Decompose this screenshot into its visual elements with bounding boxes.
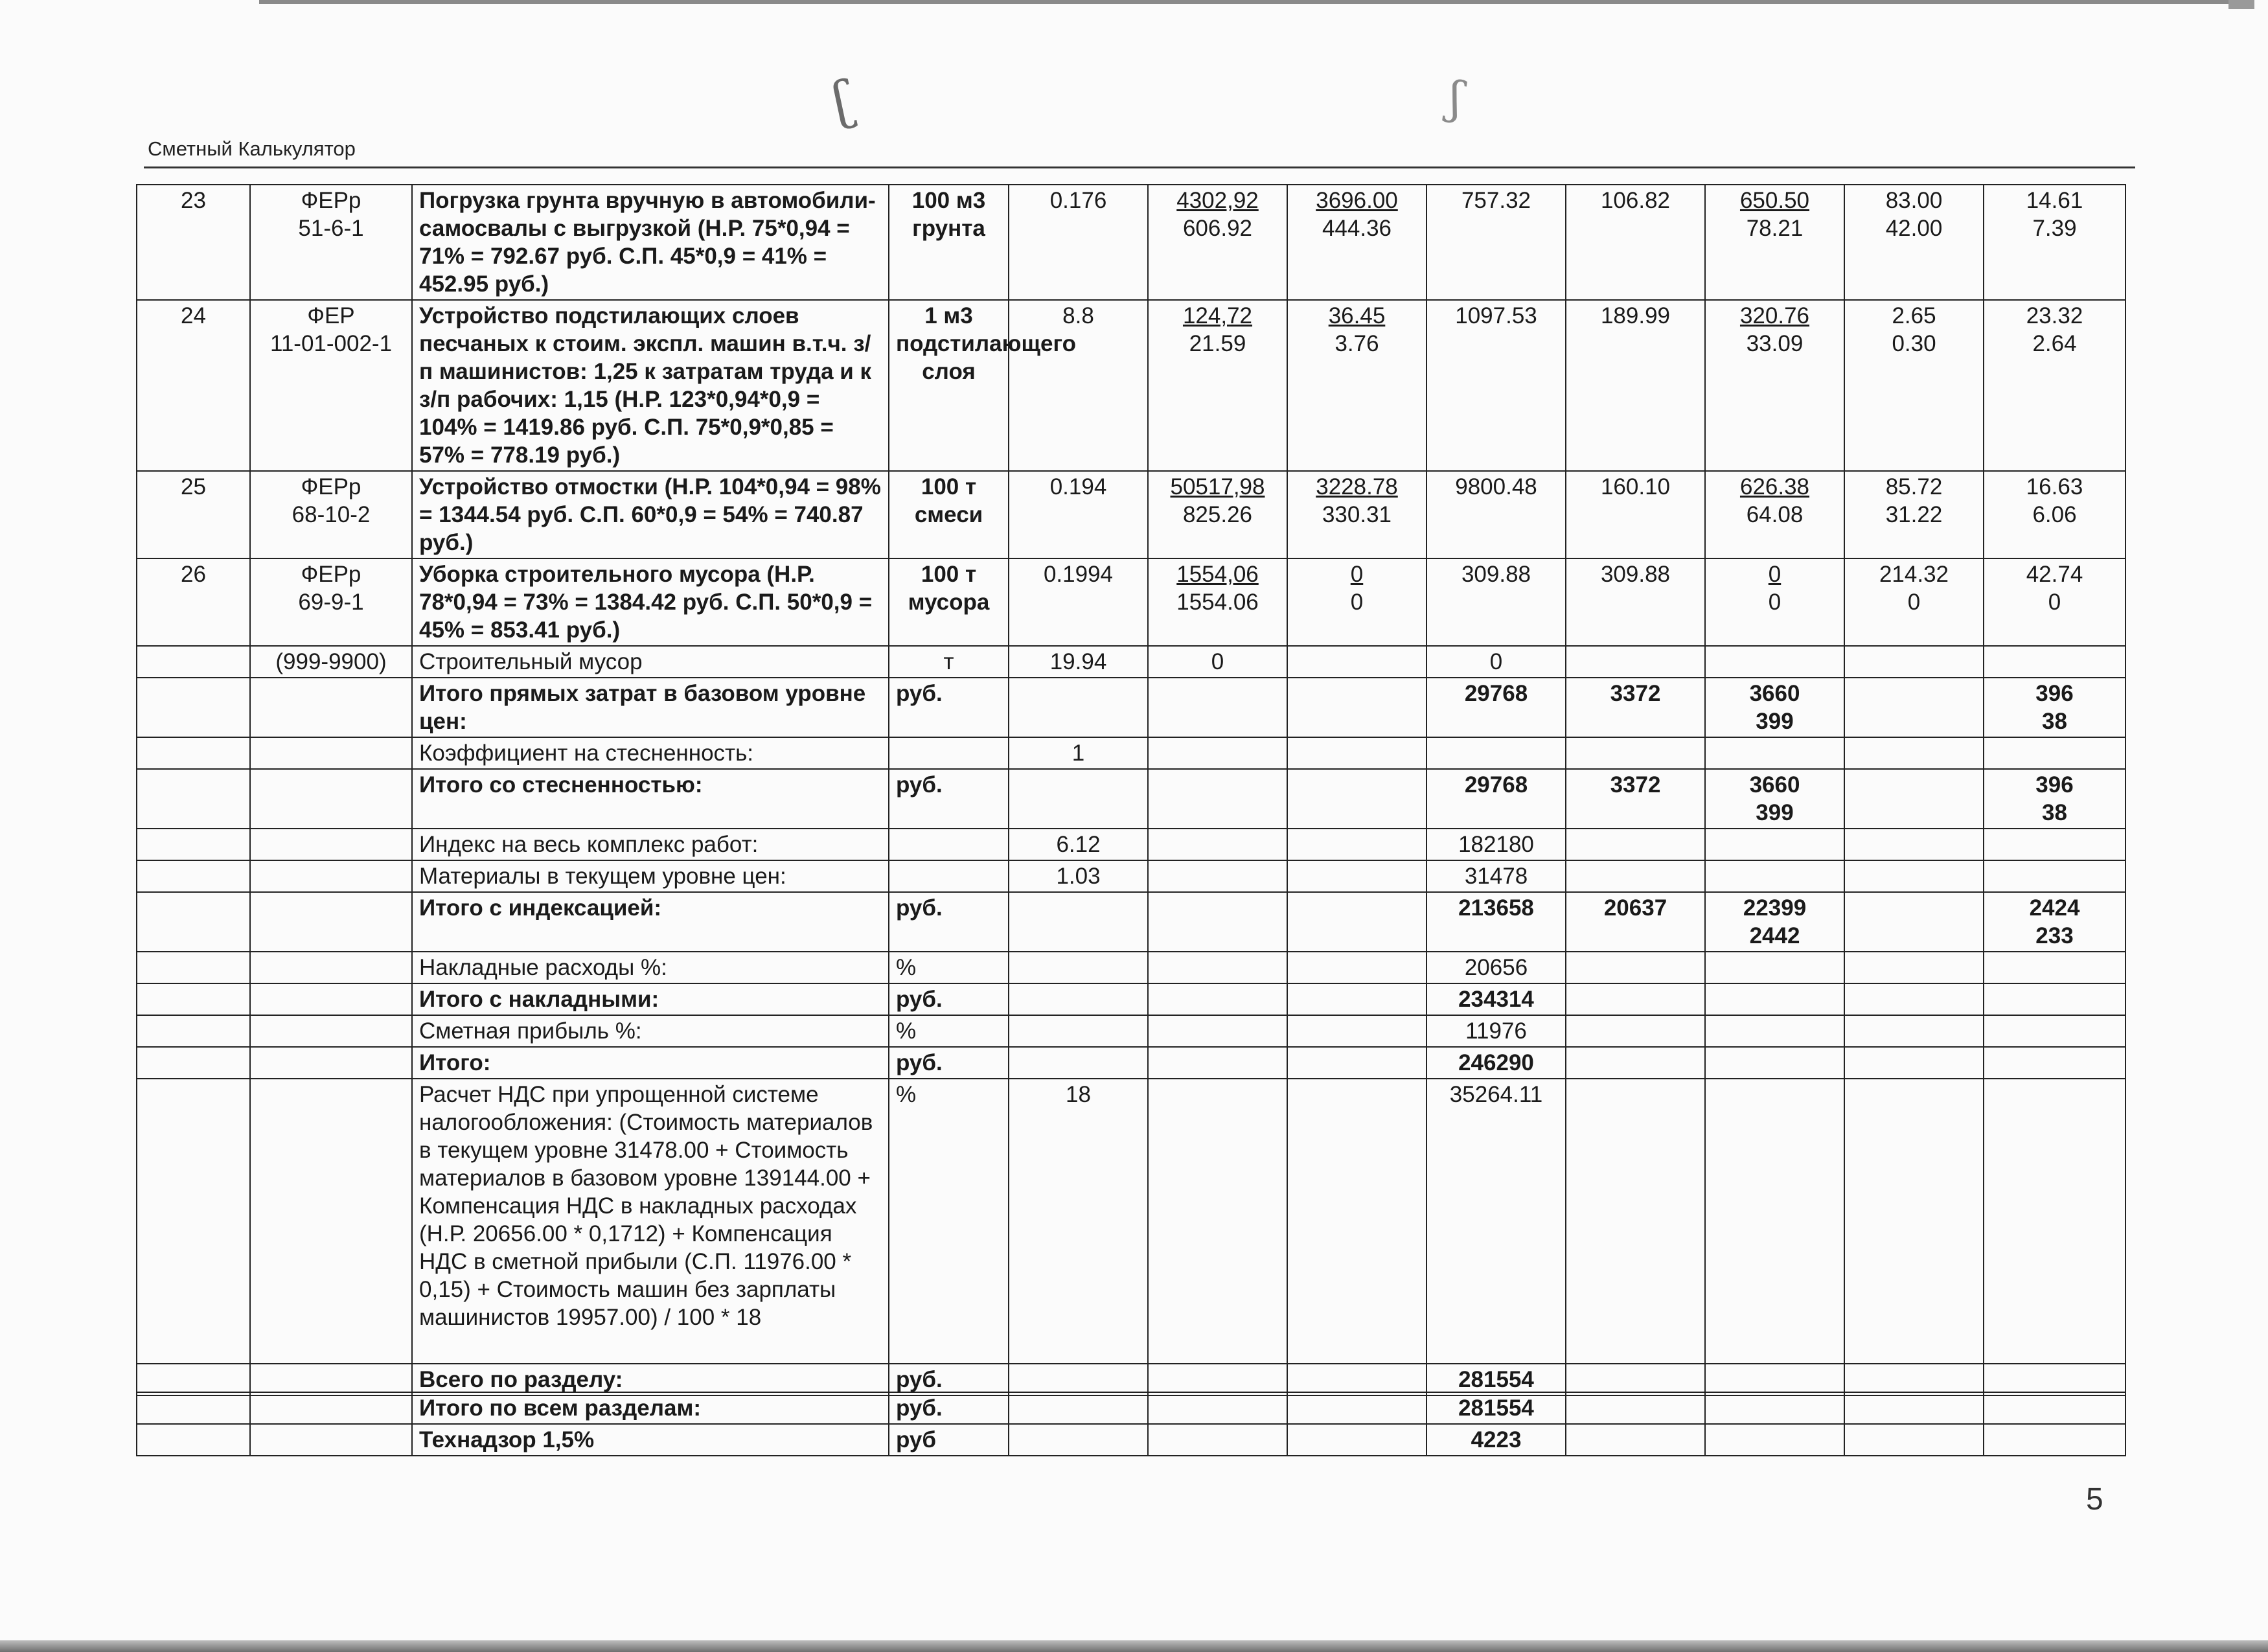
total-cost: 29768 <box>1426 678 1566 737</box>
total-cost: 31478 <box>1426 860 1566 892</box>
summary-row <box>137 860 2125 892</box>
summary-row <box>137 892 2125 952</box>
work-description: Погрузка грунта вручную в автомобили-самосвалы с выгрузкой (Н.Р. 75*0,94 = 71% = 792.67 руб. С.П. 45*0,9 = 41% = 452.95 руб.) <box>412 185 889 300</box>
wages: 3372 <box>1566 678 1705 737</box>
unit: руб. <box>889 1392 1009 1424</box>
table-row <box>137 471 2125 558</box>
quantity: 1 <box>1009 737 1148 769</box>
machines: 22399 2442 <box>1705 892 1844 952</box>
labor-total: 396 38 <box>1984 678 2125 737</box>
unit: % <box>889 952 1009 983</box>
material-row <box>137 646 2125 678</box>
unit: 100 т мусора <box>889 558 1009 646</box>
total-cost: 9800.48 <box>1426 471 1566 558</box>
labor-unit: 83.00 42.00 <box>1844 185 1984 300</box>
labor-total: 396 38 <box>1984 769 2125 829</box>
labor-total: 42.74 0 <box>1984 558 2125 646</box>
total-cost: 182180 <box>1426 829 1566 860</box>
total-cost: 4223 <box>1426 1424 1566 1456</box>
material-name: Строительный мусор <box>412 646 889 678</box>
wages: 309.88 <box>1566 558 1705 646</box>
unit: руб <box>889 1424 1009 1456</box>
summary-label: Итого с накладными: <box>412 983 889 1015</box>
quantity: 0.176 <box>1009 185 1148 300</box>
rate-code: ФЕРр 51-6-1 <box>250 185 412 300</box>
unit-cost: 50517,98 825.26 <box>1148 471 1287 558</box>
summary-label: Материалы в текущем уровне цен: <box>412 860 889 892</box>
unit: % <box>889 1015 1009 1047</box>
total-cost: 757.32 <box>1426 185 1566 300</box>
scan-edge-mark <box>2228 0 2254 9</box>
unit: т <box>889 646 1009 678</box>
summary-row <box>137 1079 2125 1364</box>
unit: 100 т смеси <box>889 471 1009 558</box>
rate-code: ФЕРр 69-9-1 <box>250 558 412 646</box>
scan-edge-top <box>259 0 2254 4</box>
quantity: 0.1994 <box>1009 558 1148 646</box>
total-cost: 246290 <box>1426 1047 1566 1079</box>
machines: 3660 399 <box>1705 769 1844 829</box>
unit-cost: 0 <box>1148 646 1287 678</box>
total-cost: 0 <box>1426 646 1566 678</box>
labor-unit: 214.32 0 <box>1844 558 1984 646</box>
summary-label: Итого с индексацией: <box>412 892 889 952</box>
unit-cost-materials: 3228.78 330.31 <box>1287 471 1426 558</box>
total-cost: 11976 <box>1426 1015 1566 1047</box>
total-cost: 281554 <box>1426 1392 1566 1424</box>
summary-label: Коэффициент на стесненность: <box>412 737 889 769</box>
summary-row <box>137 983 2125 1015</box>
work-description: Устройство подстилающих слоев песчаных к стоим. экспл. машин в.т.ч. з/п машинистов: 1,25 к затратам труда и к з/п рабочих: 1,15 (Н.Р. 123*0,94*0,9 = 104% = 1419.86 руб. С.П. 75*0,9*0,85 = 57% = 778.19 руб.) <box>412 300 889 471</box>
unit: руб. <box>889 892 1009 952</box>
labor-total: 14.61 7.39 <box>1984 185 2125 300</box>
summary-row <box>137 1047 2125 1079</box>
labor-total: 16.63 6.06 <box>1984 471 2125 558</box>
wages: 160.10 <box>1566 471 1705 558</box>
unit: 100 м3 грунта <box>889 185 1009 300</box>
total-cost: 234314 <box>1426 983 1566 1015</box>
summary-row <box>137 1364 2125 1395</box>
machines: 0 0 <box>1705 558 1844 646</box>
material-code: (999-9900) <box>250 646 412 678</box>
machines: 626.38 64.08 <box>1705 471 1844 558</box>
unit: руб. <box>889 769 1009 829</box>
labor-total: 23.32 2.64 <box>1984 300 2125 471</box>
unit: % <box>889 1079 1009 1364</box>
summary-label: Индекс на весь комплекс работ: <box>412 829 889 860</box>
total-cost: 309.88 <box>1426 558 1566 646</box>
page-number: 5 <box>2086 1482 2103 1517</box>
unit-cost: 4302,92 606.92 <box>1148 185 1287 300</box>
total-cost: 1097.53 <box>1426 300 1566 471</box>
unit-cost-materials: 0 0 <box>1287 558 1426 646</box>
quantity: 8.8 <box>1009 300 1148 471</box>
row-number: 23 <box>137 185 250 300</box>
rate-code: ФЕРр 68-10-2 <box>250 471 412 558</box>
quantity: 19.94 <box>1009 646 1148 678</box>
wages: 20637 <box>1566 892 1705 952</box>
summary-row <box>137 678 2125 737</box>
summary-label: Итого прямых затрат в базовом уровне цен: <box>412 678 889 737</box>
total-cost: 35264.11 <box>1426 1079 1566 1364</box>
total-cost: 20656 <box>1426 952 1566 983</box>
table-row <box>137 558 2125 646</box>
summary-row <box>137 1015 2125 1047</box>
row-number: 24 <box>137 300 250 471</box>
unit: руб. <box>889 678 1009 737</box>
page-header-title: Сметный Калькулятор <box>148 137 356 160</box>
summary-label: Итого со стесненностью: <box>412 769 889 829</box>
quantity: 0.194 <box>1009 471 1148 558</box>
pen-mark: ʃ <box>1446 71 1466 125</box>
work-description: Устройство отмостки (Н.Р. 104*0,94 = 98% = 1344.54 руб. С.П. 60*0,9 = 54% = 740.87 руб.) <box>412 471 889 558</box>
summary-row <box>137 737 2125 769</box>
machines: 3660 399 <box>1705 678 1844 737</box>
total-cost: 281554 <box>1426 1364 1566 1395</box>
machines: 320.76 33.09 <box>1705 300 1844 471</box>
wages: 189.99 <box>1566 300 1705 471</box>
unit-cost: 1554,06 1554.06 <box>1148 558 1287 646</box>
header-divider <box>144 166 2135 168</box>
scan-edge-bottom <box>0 1640 2268 1652</box>
vat-calculation: Расчет НДС при упрощенной системе налогообложения: (Стоимость материалов в текущем уровне 31478.00 + Стоимость материалов в базовом уровне 139144.00 + Компенсация НДС в накладных расходах (Н.Р. 20656.00 * 0,1712) + Компенсация НДС в сметной прибыли (С.П. 11976.00 * 0,15) + Стоимость машин без зарплаты машинистов 19957.00) / 100 * 18 <box>412 1079 889 1364</box>
summary-label: Накладные расходы %: <box>412 952 889 983</box>
unit-cost-materials: 3696.00 444.36 <box>1287 185 1426 300</box>
row-number: 25 <box>137 471 250 558</box>
summary-label: Технадзор 1,5% <box>412 1424 889 1456</box>
summary-row <box>137 1392 2125 1424</box>
summary-row <box>137 1424 2125 1456</box>
table-row <box>137 300 2125 471</box>
summary-row <box>137 829 2125 860</box>
unit-cost-materials: 36.45 3.76 <box>1287 300 1426 471</box>
unit: руб. <box>889 1047 1009 1079</box>
quantity: 1.03 <box>1009 860 1148 892</box>
grand-totals-table <box>136 1392 2126 1456</box>
summary-row <box>137 769 2125 829</box>
machines: 650.50 78.21 <box>1705 185 1844 300</box>
quantity: 18 <box>1009 1079 1148 1364</box>
quantity: 6.12 <box>1009 829 1148 860</box>
total-cost: 29768 <box>1426 769 1566 829</box>
work-description: Уборка строительного мусора (Н.Р. 78*0,94 = 73% = 1384.42 руб. С.П. 50*0,9 = 45% = 853.41 руб.) <box>412 558 889 646</box>
pen-mark: ʗ <box>826 68 860 132</box>
labor-unit: 2.65 0.30 <box>1844 300 1984 471</box>
summary-row <box>137 952 2125 983</box>
table-row <box>137 185 2125 300</box>
summary-label: Сметная прибыль %: <box>412 1015 889 1047</box>
estimate-table <box>136 184 2126 1396</box>
total-cost: 213658 <box>1426 892 1566 952</box>
labor-unit: 85.72 31.22 <box>1844 471 1984 558</box>
summary-label: Итого по всем разделам: <box>412 1392 889 1424</box>
summary-label: Всего по разделу: <box>412 1364 889 1395</box>
wages: 106.82 <box>1566 185 1705 300</box>
unit: 1 м3 подстилающего слоя <box>889 300 1009 471</box>
row-number: 26 <box>137 558 250 646</box>
unit: руб. <box>889 983 1009 1015</box>
wages: 3372 <box>1566 769 1705 829</box>
unit: руб. <box>889 1364 1009 1395</box>
rate-code: ФЕР 11-01-002-1 <box>250 300 412 471</box>
summary-label: Итого: <box>412 1047 889 1079</box>
unit-cost: 124,72 21.59 <box>1148 300 1287 471</box>
labor-total: 2424 233 <box>1984 892 2125 952</box>
